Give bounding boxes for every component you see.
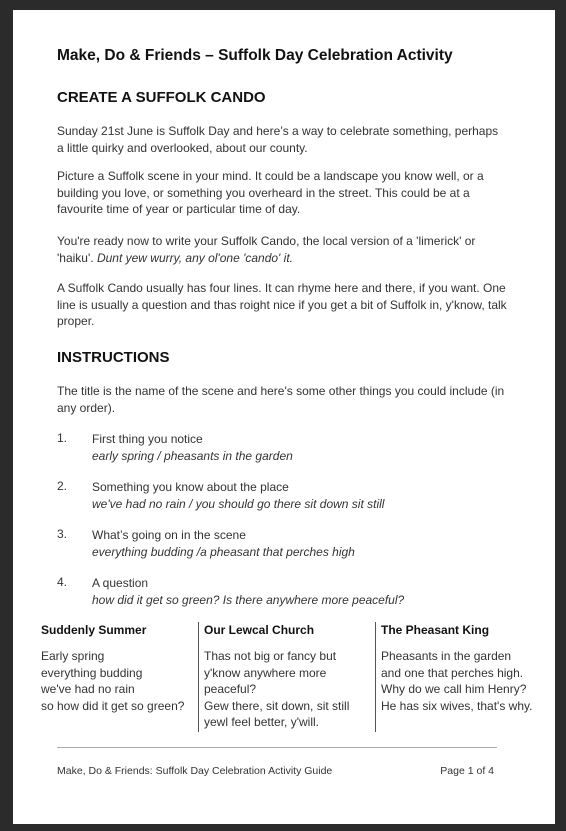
paragraph-four-lines: A Suffolk Cando usually has four lines. It can rhyme here and there, if you want. One line is usually a question and thas roight nice if you get a bit of Suffolk in, y'know, talk proper. [57,281,507,328]
instruction-item [92,431,293,464]
poem-title: Suddenly Summer [41,623,147,637]
footer-rule [57,747,497,748]
column-divider [375,622,376,732]
paragraph-picture-scene: Picture a Suffolk scene in your mind. It could be a landscape you know well, or a building you love, or something you overheard in the street. This could be at a favourite time of year or particular time of day. [57,169,484,216]
instruction-item [92,527,355,560]
poem-line: Thas not big or fancy but [204,649,337,663]
poem-line: Early spring [41,649,105,663]
poem-line: and one that perches high. [381,665,524,680]
poem-line: we've had no rain [41,682,135,696]
poem-line: He has six wives, that's why. [381,698,533,713]
poem-line: peaceful? [204,682,257,696]
document-page [13,10,555,824]
instruction-example: how did it get so green? Is there anywhere more peaceful? [92,592,405,607]
instruction-text: First thing you notice [92,432,203,446]
poem-line: Gew there, sit down, sit still [204,698,350,713]
paragraph-ready [57,233,507,266]
footer-text: Make, Do & Friends: Suffolk Day Celebration Activity Guide [57,765,333,777]
instruction-text: A question [92,576,149,590]
instruction-number: 4. [57,575,68,589]
paragraph-ready-italic: Dunt yew wurry, any ol'one 'cando' it. [96,250,294,265]
page-number: Page 1 of 4 [440,765,494,777]
instruction-example: everything budding /a pheasant that perches high [92,544,355,559]
instruction-item [92,479,384,512]
instruction-number: 2. [57,479,68,493]
column-divider [198,622,199,732]
poem-line: Why do we call him Henry? [381,682,527,696]
section-heading-instructions: INSTRUCTIONS [57,349,170,366]
instruction-text: What’s going on in the scene [92,528,246,542]
paragraph-ready-text: You're ready now to write your Suffolk Cando, the local version of a 'limerick' or 'haiku'. [57,234,476,265]
document-title: Make, Do & Friends – Suffolk Day Celebration Activity [57,47,453,64]
poem-line: yewl feel better, y'will. [204,715,320,729]
section-heading-cando: CREATE A SUFFOLK CANDO [57,89,266,106]
poem-line: everything budding [41,665,143,680]
poem-title: Our Lewcal Church [204,623,315,637]
poem-title: The Pheasant King [381,623,490,637]
instruction-item [92,575,404,608]
poem-line: y'know anywhere more [204,665,327,680]
poem-body [381,648,532,714]
poem-body [204,648,349,731]
instruction-example: we've had no rain / you should go there sit down sit still [92,496,385,511]
instruction-number: 1. [57,431,68,445]
instruction-example: early spring / pheasants in the garden [92,448,293,463]
instruction-number: 3. [57,527,68,541]
paragraph-intro: Sunday 21st June is Suffolk Day and here’s a way to celebrate something, perhaps a little quirky and overlooked, about our county. [57,124,499,155]
poem-line: so how did it get so green? [41,698,185,713]
poem-body [41,648,184,714]
instruction-text: Something you know about the place [92,480,289,494]
poem-line: Pheasants in the garden [381,649,512,663]
instructions-intro: The title is the name of the scene and here's some other things you could include (in any order). [57,384,505,415]
